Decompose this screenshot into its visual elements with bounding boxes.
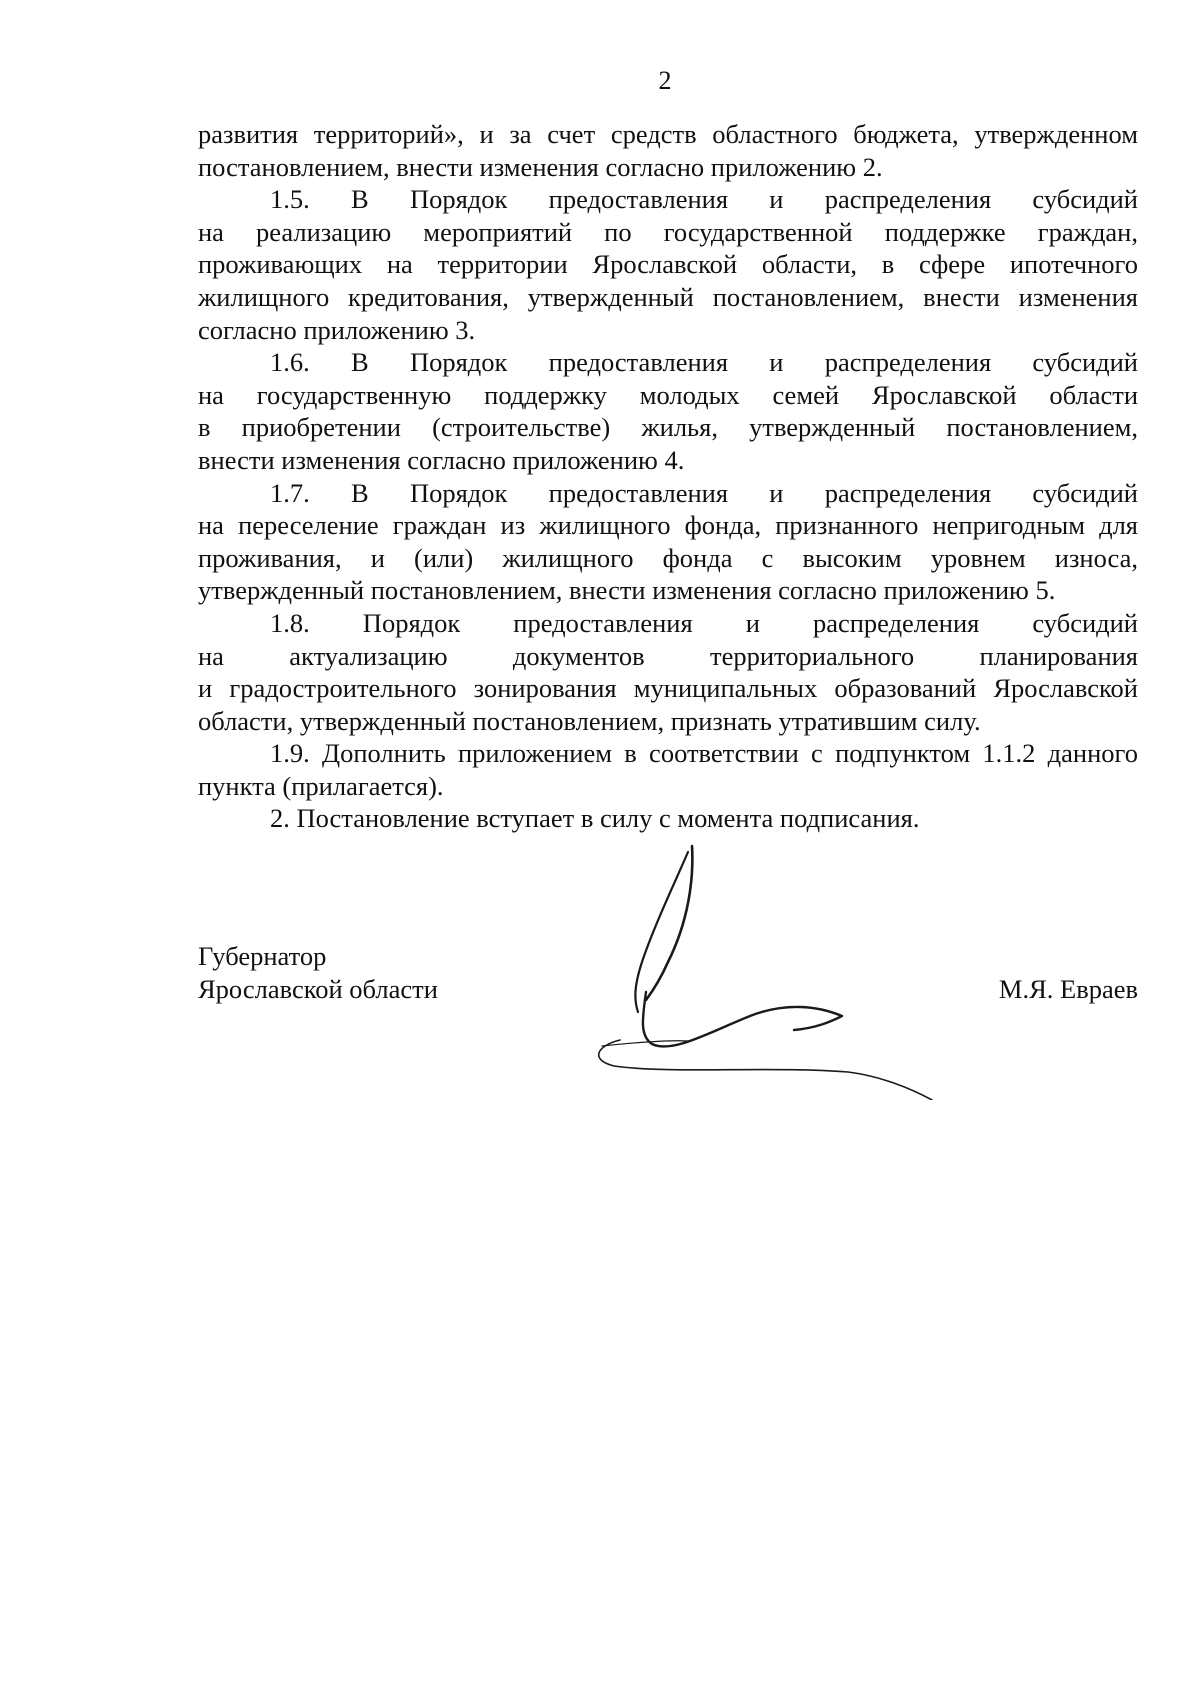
paragraph-1-5 bbox=[198, 183, 1138, 346]
document-body bbox=[198, 118, 1138, 835]
paragraph-continuation bbox=[198, 118, 1138, 183]
text-line: на реализацию мероприятий по государственной поддержке граждан, bbox=[198, 216, 1138, 247]
text-line: области, утвержденный постановлением, признать утратившим силу. bbox=[198, 705, 981, 736]
text-line: жилищного кредитования, утвержденный постановлением, внести изменения bbox=[198, 281, 1138, 312]
handwritten-signature bbox=[580, 840, 960, 1100]
text-line: 1.6. В Порядок предоставления и распределения субсидий bbox=[270, 347, 1138, 378]
paragraph-1-7 bbox=[198, 477, 1138, 607]
signer-title-line: Губернатор bbox=[198, 941, 327, 971]
text-line: на актуализацию документов территориального планирования bbox=[198, 640, 1138, 671]
text-line: внести изменения согласно приложению 4. bbox=[198, 444, 685, 475]
page-number: 2 bbox=[658, 66, 672, 95]
text-line: 1.7. В Порядок предоставления и распределения субсидий bbox=[270, 477, 1138, 508]
text-line: на государственную поддержку молодых семей Ярославской области bbox=[198, 379, 1138, 410]
text-line: 1.5. В Порядок предоставления и распределения субсидий bbox=[270, 184, 1138, 215]
text-line: постановлением, внести изменения согласно приложению 2. bbox=[198, 151, 883, 182]
signer-title-line: Ярославской области bbox=[198, 973, 438, 1004]
signer-title bbox=[198, 940, 438, 1005]
text-line: утвержденный постановлением, внести изменения согласно приложению 5. bbox=[198, 575, 1056, 606]
text-line: согласно приложению 3. bbox=[198, 314, 476, 345]
paragraph-1-6 bbox=[198, 346, 1138, 476]
text-line: развития территорий», и за счет средств областного бюджета, утвержденном bbox=[198, 119, 1138, 149]
text-line: 1.8. Порядок предоставления и распределения субсидий bbox=[270, 607, 1138, 638]
text-line: 1.9. Дополнить приложением в соответствии с подпунктом 1.1.2 данного bbox=[270, 738, 1138, 769]
text-line: на переселение граждан из жилищного фонда, признанного непригодным для bbox=[198, 510, 1138, 541]
signer-name: М.Я. Евраев bbox=[998, 973, 1138, 1004]
text-line: проживания, и (или) жилищного фонда с высоким уровнем износа, bbox=[198, 542, 1138, 573]
text-line: проживающих на территории Ярославской области, в сфере ипотечного bbox=[198, 249, 1138, 280]
paragraph-1-8 bbox=[198, 607, 1138, 737]
paragraph-1-9 bbox=[198, 737, 1138, 802]
text-line: пункта (прилагается). bbox=[198, 770, 444, 801]
text-line: 2. Постановление вступает в силу с момента подписания. bbox=[270, 803, 920, 834]
paragraph-2 bbox=[198, 802, 1138, 835]
text-line: и градостроительного зонирования муниципальных образований Ярославской bbox=[198, 673, 1138, 704]
text-line: в приобретении (строительстве) жилья, утвержденный постановлением, bbox=[198, 412, 1138, 443]
